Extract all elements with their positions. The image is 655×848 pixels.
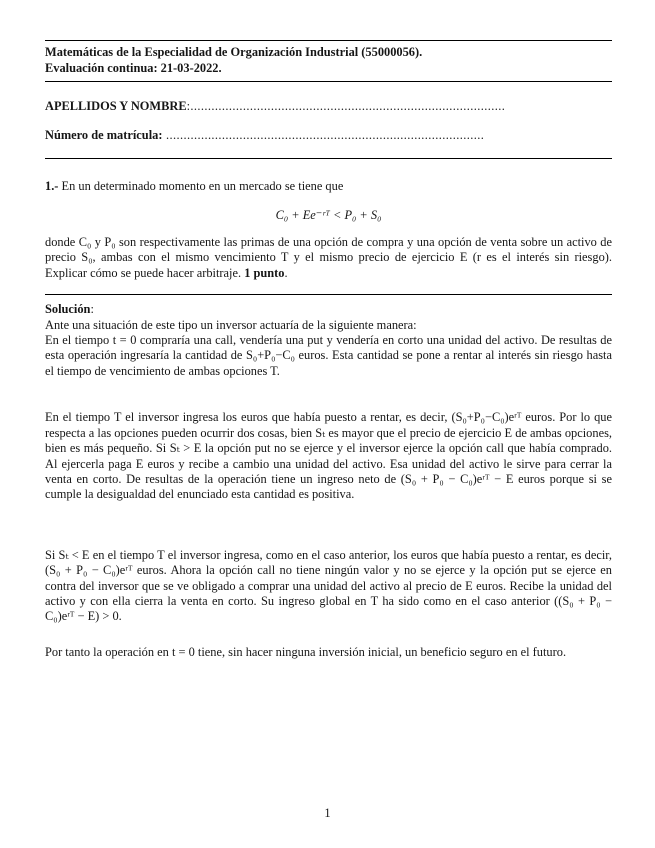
solution-paragraph-3: Si Sₜ < E en el tiempo T el inversor ingresa, como en el caso anterior, los euros que había puesto a rentar, es decir, (S₀ + P₀ − C₀)eʳᵀ euros. Ahora la opción call no tiene ningún valor y no se ejerce y la opción put se ejerce en contra del inversor que se ve obligado a comprar una unidad del activo al precio de E euros. Recibe la unidad del activo y con ella cierra la venta en corto. Su ingreso global en T ha sido como en el caso anterior ((S₀ + P₀ − C₀)eʳᵀ − E) > 0. — [45, 547, 612, 624]
student-id-blank: ........................................................................................... — [162, 127, 485, 142]
problem-intro — [45, 179, 612, 194]
points-period: . — [284, 265, 288, 280]
points-badge: 1 punto — [244, 265, 285, 280]
problem-statement — [45, 235, 612, 281]
document-content — [45, 0, 612, 660]
problem-number: 1.- — [45, 179, 59, 194]
surname-name-field — [45, 99, 612, 114]
solution-heading-colon: : — [90, 302, 94, 317]
solution-paragraph-1-intro: Ante una situación de este tipo un inversor actuaría de la siguiente manera: — [45, 317, 417, 332]
document-header — [45, 41, 612, 81]
solution-paragraph-4: Por tanto la operación en t = 0 tiene, sin hacer ninguna inversión inicial, un beneficio seguro en el futuro. — [45, 644, 567, 659]
solution-paragraph-2: En el tiempo T el inversor ingresa los euros que había puesto a rentar, es decir, (S₀+P₀−C₀)eʳᵀ euros. Por lo que respecta a las opciones pueden ocurrir dos cosas, bien Sₜ es mayor que el precio de ejercicio E de ambas opciones, bien es más pequeño. Si Sₜ > E la opción put no se ejerce y el inversor ejerce la opción call que había comprado. Al ejercerla paga E euros y recibe a cambio una unidad del activo. Esa unidad del activo le sirve para cerrar la venta en corto. De resultas de la operación tiene un ingreso neto de (S₀ + P₀ − C₀)eʳᵀ − E euros porque si se cumple la desigualdad del enunciado esta cantidad es positiva. — [45, 410, 612, 502]
student-id-label: Número de matrícula: — [45, 127, 163, 142]
problem-statement-text: donde C₀ y P₀ son respectivamente las primas de una opción de compra y una opción de venta sobre un activo de precio S₀, ambas con el mismo vencimiento T y el mismo precio de ejercicio E (r es el interés sin riesgo). Explicar cómo se puede hacer arbitraje. — [45, 235, 612, 280]
problem-intro-text: En un determinado momento en un mercado se tiene que — [61, 179, 344, 194]
course-title: Matemáticas de la Especialidad de Organización Industrial (55000056). — [45, 45, 423, 59]
student-id-field — [45, 128, 612, 143]
solution-heading-word: Solución — [45, 302, 91, 317]
surname-name-label: APELLIDOS Y NOMBRE — [45, 99, 187, 114]
divider-solution — [45, 294, 612, 295]
solution-heading — [45, 302, 612, 317]
page-number: 1 — [324, 805, 331, 820]
surname-name-blank: :.......................................................................................... — [186, 99, 506, 114]
student-fields — [45, 99, 612, 143]
divider-header — [45, 81, 612, 82]
arbitrage-inequality-formula: C₀ + Ee⁻ʳᵀ < P₀ + S₀ — [275, 207, 382, 222]
divider-fields — [45, 158, 612, 159]
solution-paragraph-1-body: En el tiempo t = 0 compraría una call, vendería una put y vendería en corto una unidad del activo. De resultas de esta operación ingresaría la cantidad de S₀+P₀−C₀ euros. Esta cantidad se pone a rentar al interés sin riesgo hasta el tiempo de vencimiento de ambas opciones T. — [45, 333, 612, 378]
exam-subtitle: Evaluación continua: 21-03-2022. — [45, 61, 222, 76]
